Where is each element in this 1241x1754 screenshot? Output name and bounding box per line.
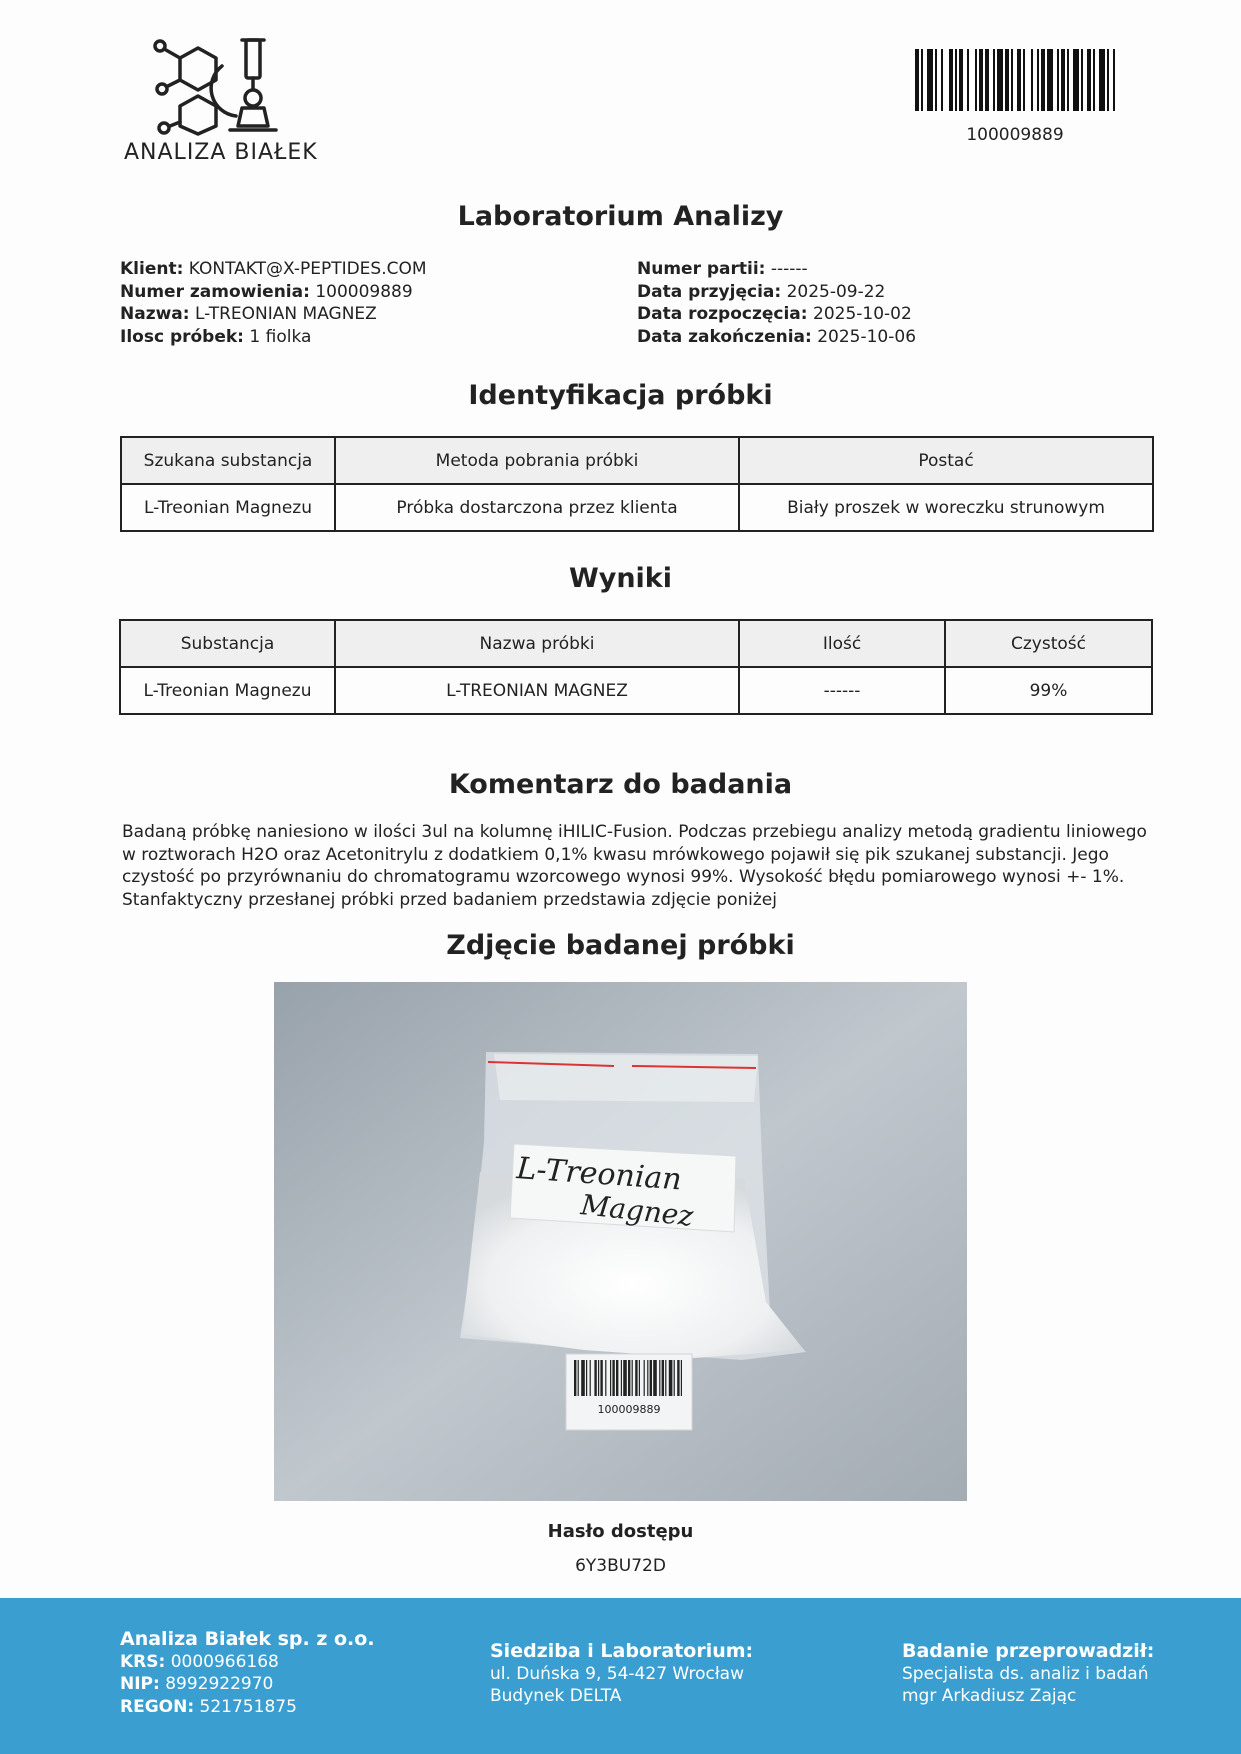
barcode-bar — [594, 1360, 596, 1396]
barcode-bar — [1061, 49, 1065, 111]
footer — [0, 1598, 1241, 1754]
barcode-bar — [921, 49, 923, 111]
footer-label: KRS: — [120, 1651, 166, 1672]
barcode-bar — [605, 1360, 606, 1396]
table-cell: L-Treonian Magnezu — [121, 484, 335, 531]
photo-barcode-number: 100009889 — [597, 1403, 661, 1416]
barcode-bar — [1047, 49, 1053, 111]
table-header-cell: Szukana substancja — [121, 437, 335, 484]
table-cell: L-Treonian Magnezu — [120, 667, 335, 714]
barcode-bar — [662, 1360, 664, 1396]
barcode-bar — [647, 1360, 648, 1396]
footer-nip — [120, 1673, 375, 1696]
info-label: Klient: — [120, 259, 184, 279]
info-label: Nazwa: — [120, 304, 190, 324]
table-row — [120, 667, 1152, 714]
footer-value: 8992922970 — [165, 1674, 274, 1694]
logo-text: ANALIZA BIAŁEK — [124, 140, 318, 165]
results-table — [119, 619, 1153, 715]
barcode-bar — [653, 1360, 657, 1396]
identification-title: Identyfikacja próbki — [468, 380, 773, 411]
access-password-value: 6Y3BU72D — [575, 1556, 666, 1576]
info-value: L-TREONIAN MAGNEZ — [194, 304, 377, 324]
barcode-bar — [598, 1360, 599, 1396]
table-cell: 99% — [945, 667, 1152, 714]
footer-company — [120, 1628, 375, 1718]
handwritten-label-line2: Magnez — [579, 1188, 695, 1233]
barcode-bar — [586, 1360, 587, 1396]
barcode-bar — [639, 1360, 640, 1396]
table-header-cell: Ilość — [739, 620, 945, 667]
barcode-bar — [967, 49, 969, 111]
barcode-bar — [941, 49, 943, 111]
barcode-bar — [979, 49, 983, 111]
info-client — [120, 258, 427, 281]
footer-label: NIP: — [120, 1674, 160, 1694]
info-left-block — [120, 258, 427, 348]
barcode-bar — [628, 1360, 630, 1396]
barcode-bar — [590, 1360, 591, 1396]
table-row — [121, 484, 1153, 531]
info-value: 2025-10-06 — [817, 326, 917, 347]
barcode-bar — [935, 49, 937, 111]
barcode-bar — [993, 49, 995, 111]
info-name — [120, 303, 427, 326]
footer-address-heading: Siedziba i Laboratorium: — [490, 1640, 754, 1662]
info-order-number — [120, 281, 427, 304]
table-header-cell: Substancja — [120, 620, 335, 667]
barcode-bar — [997, 49, 1003, 111]
footer-address-line2: Budynek DELTA — [490, 1686, 622, 1706]
table-cell: Biały proszek w woreczku strunowym — [739, 484, 1153, 531]
barcode-bar — [1005, 49, 1009, 111]
info-label: Data rozpoczęcia: — [637, 304, 808, 324]
footer-performer-heading: Badanie przeprowadził: — [902, 1640, 1155, 1662]
barcode-bar — [1037, 49, 1039, 111]
table-cell: L-TREONIAN MAGNEZ — [335, 667, 739, 714]
barcode-bar — [574, 1360, 576, 1396]
barcode-bar — [1057, 49, 1059, 111]
barcode-bar — [975, 49, 977, 111]
photo-title: Zdjęcie badanej próbki — [446, 930, 795, 961]
barcode-bar — [1087, 49, 1091, 111]
footer-value: 521751875 — [199, 1696, 297, 1717]
sample-bag-image — [274, 982, 967, 1501]
barcode-bar — [650, 1360, 652, 1396]
table-header-row — [120, 620, 1152, 667]
access-password-label: Hasło dostępu — [547, 1521, 694, 1542]
barcode-bar — [677, 1360, 679, 1396]
table-header-row — [121, 437, 1153, 484]
barcode-bar — [578, 1360, 579, 1396]
barcode-bar — [1099, 49, 1105, 111]
barcode-number: 100009889 — [966, 125, 1064, 145]
sample-photo — [274, 982, 967, 1501]
table-cell: Próbka dostarczona przez klienta — [335, 484, 739, 531]
barcode-bar — [616, 1360, 618, 1396]
barcode-bar — [1017, 49, 1021, 111]
barcode-bar — [1081, 49, 1083, 111]
barcode-bar — [610, 1360, 611, 1396]
footer-address-line1: ul. Duńska 9, 54-427 Wrocław — [490, 1663, 744, 1684]
table-header-cell: Metoda pobrania próbki — [335, 437, 739, 484]
footer-performer-line1: Specjalista ds. analiz i badań — [902, 1663, 1149, 1684]
info-sample-count — [120, 326, 427, 349]
footer-value: 0000966168 — [170, 1651, 279, 1672]
table-header-cell: Czystość — [945, 620, 1152, 667]
barcode-bar — [1041, 49, 1045, 111]
info-label: Numer zamowienia: — [120, 281, 310, 302]
footer-performer-line2: mgr Arkadiusz Zając — [902, 1686, 1077, 1706]
handwritten-label-line1: L-Treonian — [515, 1151, 683, 1198]
barcode-bar — [581, 1360, 585, 1396]
info-right-block — [637, 258, 916, 348]
info-value: KONTAKT@X-PEPTIDES.COM — [188, 259, 427, 279]
info-end-date — [637, 326, 916, 349]
info-label: Numer partii: — [637, 259, 766, 279]
table-header-cell: Postać — [739, 437, 1153, 484]
info-label: Ilosc próbek: — [120, 326, 244, 347]
footer-company-name: Analiza Białek sp. z o.o. — [120, 1628, 375, 1650]
barcode-bar — [915, 49, 919, 111]
barcode-bar — [1067, 49, 1069, 111]
barcode-bar — [1107, 49, 1109, 111]
info-label: Data zakończenia: — [637, 326, 812, 347]
comment-title: Komentarz do badania — [448, 769, 793, 800]
barcode-bar — [635, 1360, 637, 1396]
barcode-bar — [621, 1360, 622, 1396]
footer-label: REGON: — [120, 1696, 195, 1717]
barcode-bar — [644, 1360, 645, 1396]
info-value: 100009889 — [315, 281, 413, 302]
page-title: Laboratorium Analizy — [457, 201, 784, 232]
identification-table — [120, 436, 1154, 532]
barcode-bar — [669, 1360, 673, 1396]
barcode-bar — [1031, 49, 1033, 111]
info-received-date — [637, 281, 916, 304]
info-start-date — [637, 303, 916, 326]
comment-text: Badaną próbkę naniesiono w ilości 3ul na kolumnę iHILIC-Fusion. Podczas przebiegu analizy metodą gradientu liniowego w roztworach H2O oraz Acetonitrylu z dodatkiem 0,1% kwasu mrówkowego pojawił się pik szukanej substancji. Jego czystość po przyrównaniu do chromatogramu wzorcowego wynosi 99%. Wysokość błędu pomiarowego wynosi +- 1%. Stanfaktyczny przesłanej próbki przed badaniem przedstawia zdjęcie poniżej — [122, 822, 1147, 910]
barcode-bar — [632, 1360, 633, 1396]
table-header-cell: Nazwa próbki — [335, 620, 739, 667]
barcode-bar — [600, 1360, 602, 1396]
barcode-bar — [985, 49, 989, 111]
info-value: 1 fiolka — [249, 326, 312, 347]
barcode-bar — [1113, 49, 1115, 111]
barcode-bar — [681, 1360, 682, 1396]
info-value: 2025-09-22 — [786, 281, 886, 302]
info-value: 2025-10-02 — [813, 304, 912, 324]
barcode-bar — [623, 1360, 627, 1396]
molecule-microscope-icon — [118, 36, 328, 140]
barcode-bar — [659, 1360, 660, 1396]
barcode-bar — [612, 1360, 614, 1396]
info-value: ------ — [770, 259, 808, 279]
barcode-bar — [1073, 49, 1079, 111]
results-title: Wyniki — [568, 563, 673, 594]
barcode-bar — [955, 49, 957, 111]
info-batch-number — [637, 258, 916, 281]
footer-regon — [120, 1696, 375, 1719]
footer-address — [490, 1640, 753, 1708]
footer-krs — [120, 1651, 375, 1674]
barcode-bar — [1011, 49, 1013, 111]
barcode-bar — [1023, 49, 1025, 111]
barcode-image — [915, 49, 1115, 111]
info-label: Data przyjęcia: — [637, 281, 782, 302]
company-logo — [118, 36, 328, 166]
barcode-bar — [665, 1360, 666, 1396]
barcode-bar — [674, 1360, 675, 1396]
barcode-bar — [927, 49, 933, 111]
barcode-bar — [959, 49, 963, 111]
table-cell: ------ — [739, 667, 945, 714]
barcode-bar — [1093, 49, 1095, 111]
barcode-bar — [949, 49, 953, 111]
footer-performer — [902, 1640, 1154, 1708]
